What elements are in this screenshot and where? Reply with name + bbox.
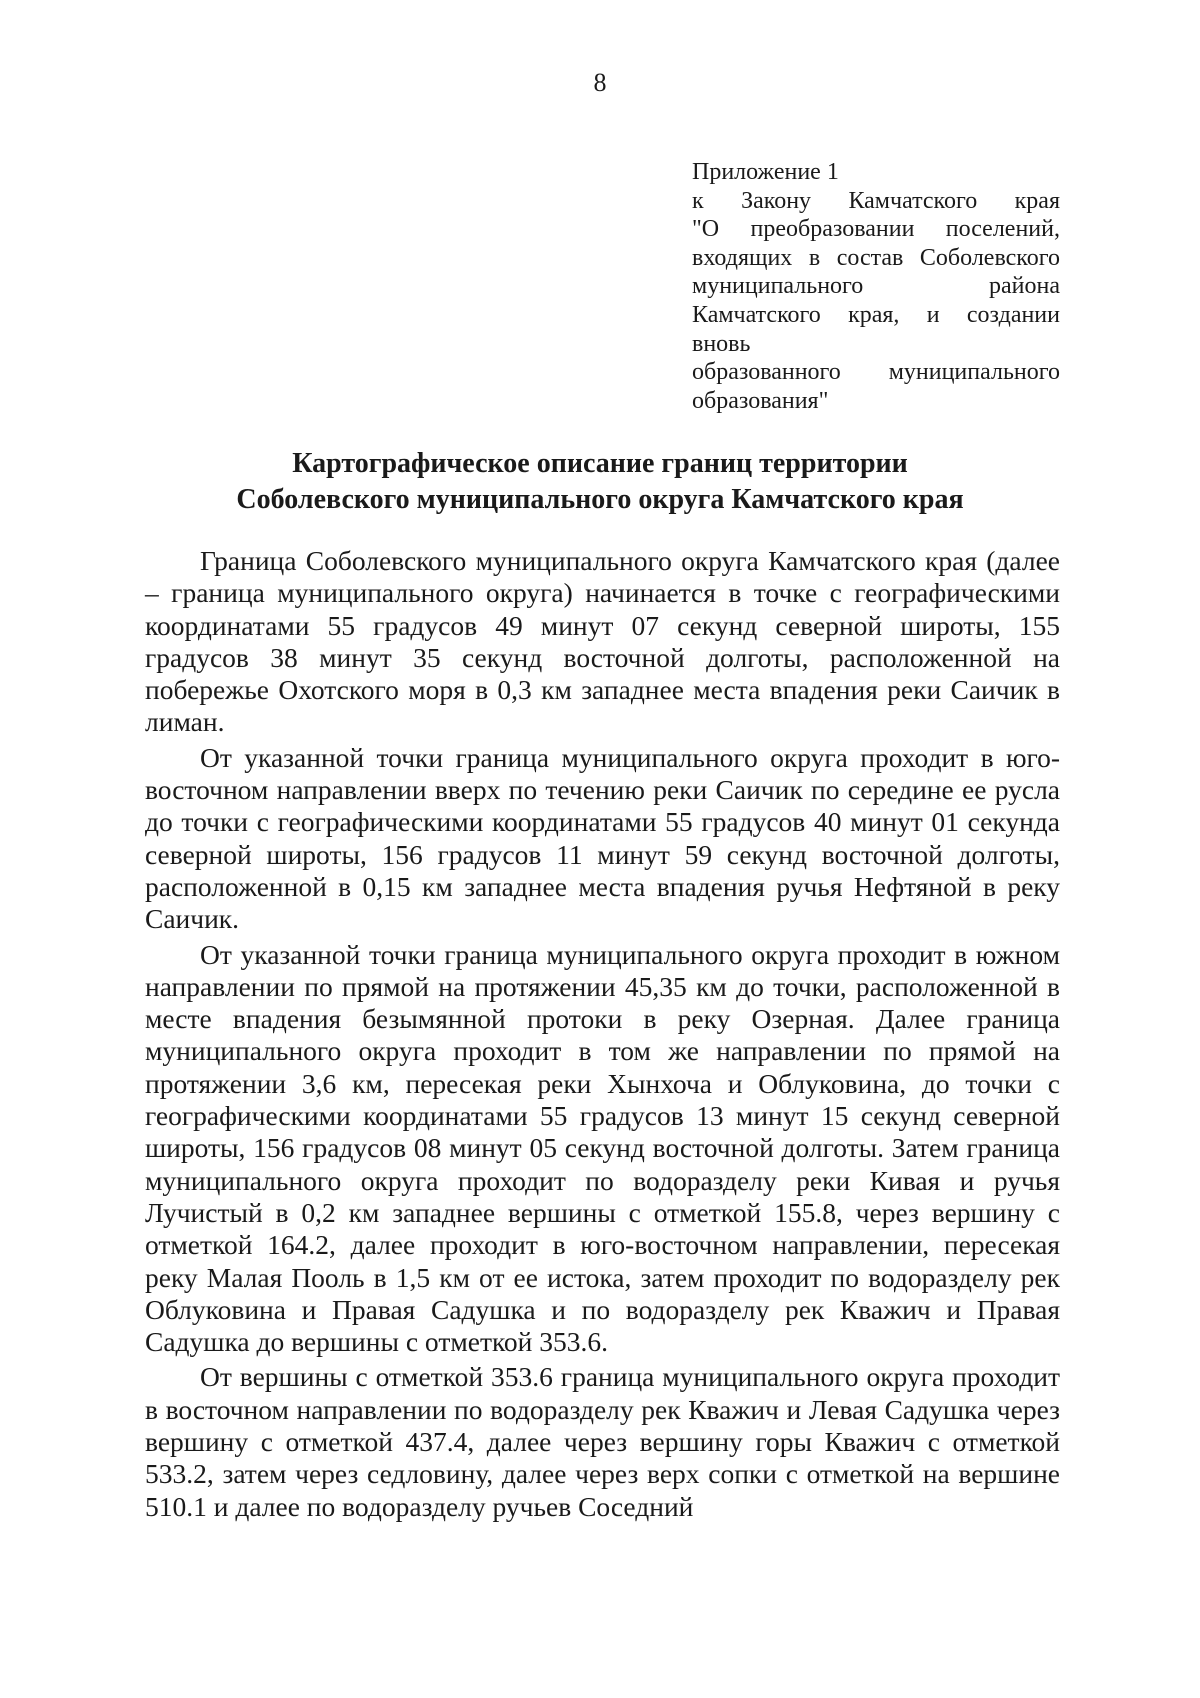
appendix-header bbox=[692, 158, 1060, 415]
body-paragraph: От вершины с отметкой 353.6 граница муниципального округа проходит в восточном направлении по водоразделу рек Кважич и Левая Садушка через вершину с отметкой 437.4, далее через вершину горы Кважич с отметкой 533.2, затем через седловину, далее через верх сопки с отметкой на вершине 510.1 и далее по водоразделу ручьев Соседний bbox=[145, 1361, 1060, 1522]
body-paragraph: Граница Соболевского муниципального округа Камчатского края (далее – граница муниципального округа) начинается в точке с географическими координатами 55 градусов 49 минут 07 секунд северной широты, 155 градусов 38 минут 35 секунд восточной долготы, расположенной на побережье Охотского моря в 0,3 км западнее места впадения реки Саичик в лиман. bbox=[145, 545, 1060, 738]
document-title bbox=[0, 446, 1200, 518]
body-paragraph: От указанной точки граница муниципального округа проходит в юго-восточном направлении вверх по течению реки Саичик по середине ее русла до точки с географическими координатами 55 градусов 40 минут 01 секунда северной широты, 156 градусов 11 минут 59 секунд восточной долготы, расположенной в 0,15 км западнее места впадения ручья Нефтяной в реку Саичик. bbox=[145, 741, 1060, 935]
document-body bbox=[145, 545, 1060, 1523]
appendix-line: образованного муниципального bbox=[692, 359, 1060, 386]
appendix-line: Приложение 1 bbox=[692, 159, 839, 185]
document-title-line: Соболевского муниципального округа Камчатского края bbox=[236, 484, 964, 515]
appendix-line: к Закону Камчатского края bbox=[692, 187, 1060, 214]
document-title-line: Картографическое описание границ территории bbox=[292, 448, 908, 479]
body-paragraph: От указанной точки граница муниципального округа проходит в южном направлении по прямой на протяжении 45,35 км до точки, расположенной в месте впадения безымянной протоки в реку Озерная. Далее граница муниципального округа проходит в том же направлении по прямой на протяжении 3,6 км, пересекая реки Хынхоча и Облуковина, до точки с географическими координатами 55 градусов 13 минут 15 секунд северной широты, 156 градусов 08 минут 05 секунд восточной долготы. Затем граница муниципального округа проходит по водоразделу реки Кивая и ручья Лучистый в 0,2 км западнее вершины с отметкой 155.8, через вершину с отметкой 164.2, далее проходит в юго-восточном направлении, пересекая реку Малая Пооль в 1,5 км от ее истока, затем проходит по водоразделу рек Облуковина и Правая Садушка и по водоразделу рек Кважич и Правая Садушка до вершины с отметкой 353.6. bbox=[145, 938, 1060, 1358]
appendix-line: образования" bbox=[692, 387, 829, 414]
appendix-line: входящих в состав Соболевского bbox=[692, 244, 1060, 271]
page-number: 8 bbox=[593, 68, 607, 97]
appendix-line: муниципального района bbox=[692, 273, 1060, 300]
appendix-line: "О преобразовании поселений, bbox=[692, 216, 1060, 243]
appendix-line: Камчатского края, и создании вновь bbox=[692, 301, 1060, 357]
